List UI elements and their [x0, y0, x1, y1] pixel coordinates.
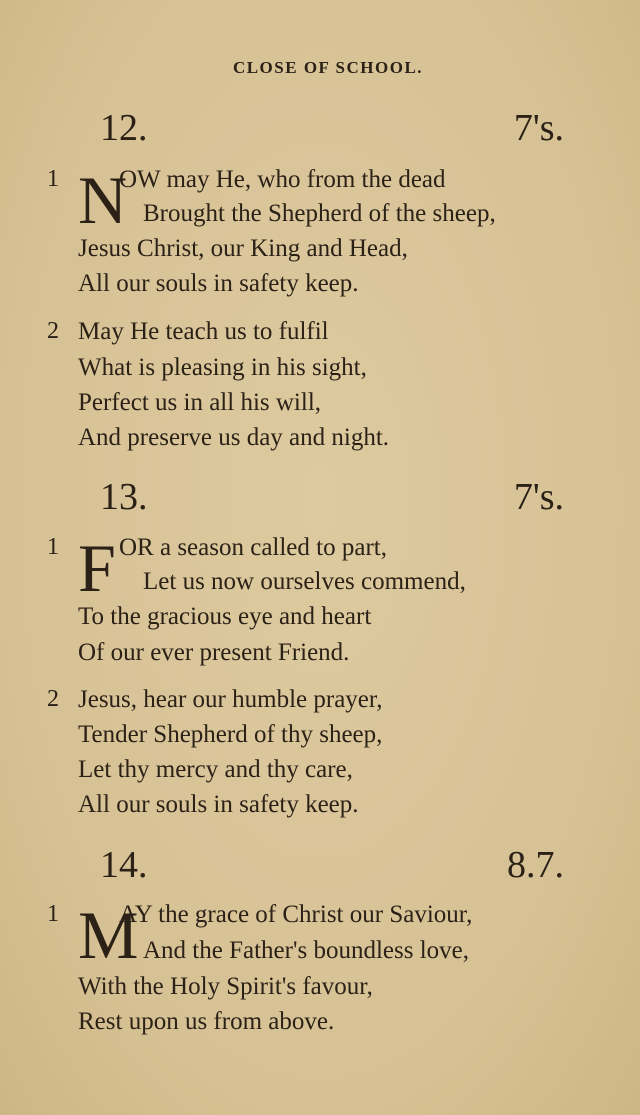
hymn-number: 14. [100, 844, 148, 886]
verse-line: Let us now ourselves commend, [143, 568, 466, 595]
hymn-number: 13. [100, 476, 148, 518]
verse-line: With the Holy Spirit's favour, [78, 973, 373, 1000]
verse-line: Tender Shepherd of thy sheep, [78, 721, 383, 748]
hymn-meter: 7's. [513, 107, 564, 149]
verse-line: Brought the Shepherd of the sheep, [143, 200, 496, 227]
verse-line: Let thy mercy and thy care, [78, 756, 353, 783]
verse-line: Of our ever present Friend. [78, 639, 350, 666]
verse-line: AY the grace of Christ our Saviour, [119, 901, 473, 928]
drop-cap: M [78, 897, 139, 973]
verse-line: What is pleasing in his sight, [78, 354, 367, 381]
running-head: CLOSE OF SCHOOL. [232, 58, 424, 77]
verse-line: Jesus Christ, our King and Head, [78, 235, 408, 262]
verse-line: OR a season called to part, [119, 534, 387, 561]
verse-line: Rest upon us from above. [78, 1008, 335, 1035]
verse-line: Jesus, hear our humble prayer, [78, 686, 383, 713]
verse-number: 2 [47, 686, 59, 712]
hymn-meter: 8.7. [507, 844, 564, 886]
verse-line: OW may He, who from the dead [119, 166, 446, 193]
verse-line: All our souls in safety keep. [78, 791, 359, 818]
verse-line: Perfect us in all his will, [78, 389, 322, 416]
hymn-meter: 7's. [513, 476, 564, 518]
verse-line: And preserve us day and night. [78, 424, 390, 451]
verse-number: 1 [47, 534, 59, 560]
hymn-number: 12. [100, 107, 148, 149]
drop-cap: N [78, 162, 128, 238]
verse-number: 2 [47, 318, 59, 344]
verse-number: 1 [47, 901, 59, 927]
verse-line: May He teach us to fulfil [78, 318, 329, 345]
verse-line: To the gracious eye and heart [78, 603, 372, 630]
verse-line: And the Father's boundless love, [143, 937, 469, 964]
verse-line: All our souls in safety keep. [78, 270, 359, 297]
drop-cap: F [78, 530, 116, 606]
verse-number: 1 [47, 166, 59, 192]
